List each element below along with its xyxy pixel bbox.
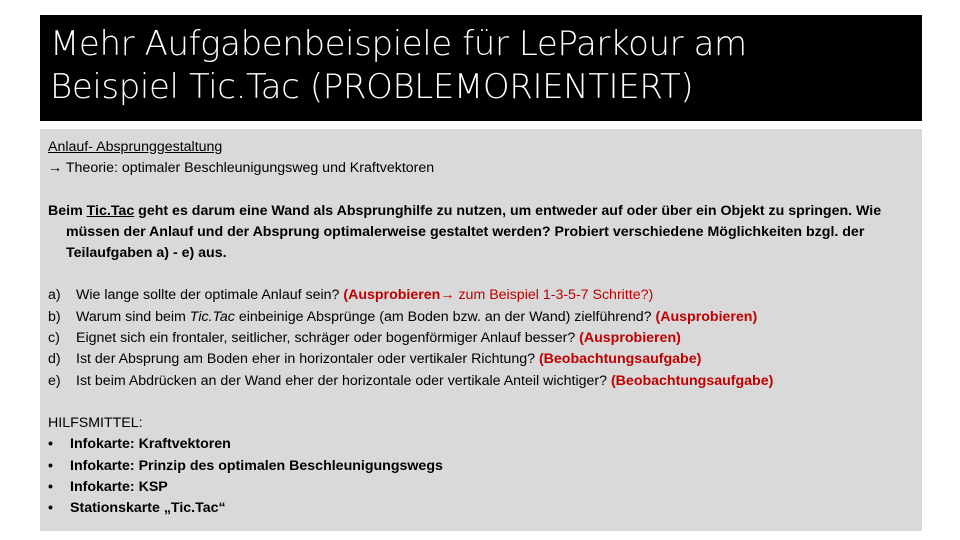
task-hint: (Beobachtungsaufgabe) [538, 351, 702, 368]
task-hint: (Ausprobieren) [579, 330, 681, 347]
task-item-d [48, 349, 914, 370]
section-heading: Anlauf- Absprunggestaltung [48, 139, 223, 155]
intro-paragraph [48, 201, 914, 265]
task-marker: a) [48, 287, 61, 304]
task-marker: e) [48, 372, 61, 389]
task-item-c [48, 328, 914, 349]
theory-line [48, 158, 914, 179]
task-text: Ist der Absprung am Boden eher in horizontaler oder vertikaler Richtung? [76, 351, 539, 368]
task-hint: (Ausprobieren) [655, 308, 758, 325]
intro-pre: Beim [48, 202, 87, 219]
task-item-e [48, 371, 914, 392]
intro-post: geht es darum eine Wand als Absprunghilfe zu nutzen, um entweder auf oder über ein Objekt zu springen. Wie müssen der Anlauf und der Absprung optimalerweise gestaltet werden? Probiert verschiedene Möglichkeiten bzgl. der Teilaufgaben a) - e) aus. [66, 202, 882, 262]
title-line-2: Beispiel Tic.Tac (PROBLEMORIENTIERT) [50, 67, 694, 107]
task-marker: c) [48, 330, 60, 347]
task-text: Ist beim Abdrücken an der Wand eher der horizontale oder vertikale Anteil wichtiger? [76, 372, 611, 389]
arrow-icon: → [440, 287, 455, 304]
content-box [40, 129, 922, 531]
bullet-icon: • [48, 478, 53, 495]
bullet-icon: • [48, 436, 53, 453]
task-hint: (Ausprobieren→ zum Beispiel 1-3-5-7 Schritte?) [343, 287, 654, 304]
aids-heading: HILFSMITTEL: [48, 414, 143, 431]
task-marker: b) [48, 308, 61, 325]
slide-title [40, 15, 922, 121]
title-line-1: Mehr Aufgabenbeispiele für LeParkour am [50, 24, 747, 64]
bullet-icon: • [48, 500, 53, 517]
bullet-icon: • [48, 457, 53, 474]
task-text-post: einbeinige Absprünge (am Boden bzw. an der Wand) zielführend? [234, 308, 656, 325]
task-list [48, 285, 914, 391]
task-text-italic: Tic.Tac [189, 308, 235, 325]
task-marker: d) [48, 351, 61, 368]
aid-item: • Infokarte: Prinzip des optimalen Beschleunigungswegs [48, 456, 914, 477]
aid-item: • Stationskarte „Tic.Tac“ [48, 498, 914, 519]
aid-item: • Infokarte: KSP [48, 477, 914, 498]
intro-tictac: Tic.Tac [86, 202, 135, 219]
task-item-a [48, 285, 914, 306]
task-text-pre: Warum sind beim [76, 308, 190, 325]
task-text: Wie lange sollte der optimale Anlauf sein? [76, 287, 344, 304]
theory-text: Theorie: optimaler Beschleunigungsweg und Kraftvektoren [62, 160, 435, 177]
arrow-icon: → [48, 160, 63, 177]
task-item-b [48, 307, 914, 328]
aids-list [48, 434, 914, 519]
task-text: Eignet sich ein frontaler, seitlicher, schräger oder bogenförmiger Anlauf besser? [76, 330, 580, 347]
task-hint: (Beobachtungsaufgabe) [610, 372, 774, 389]
aid-item: • Infokarte: Kraftvektoren [48, 434, 914, 455]
